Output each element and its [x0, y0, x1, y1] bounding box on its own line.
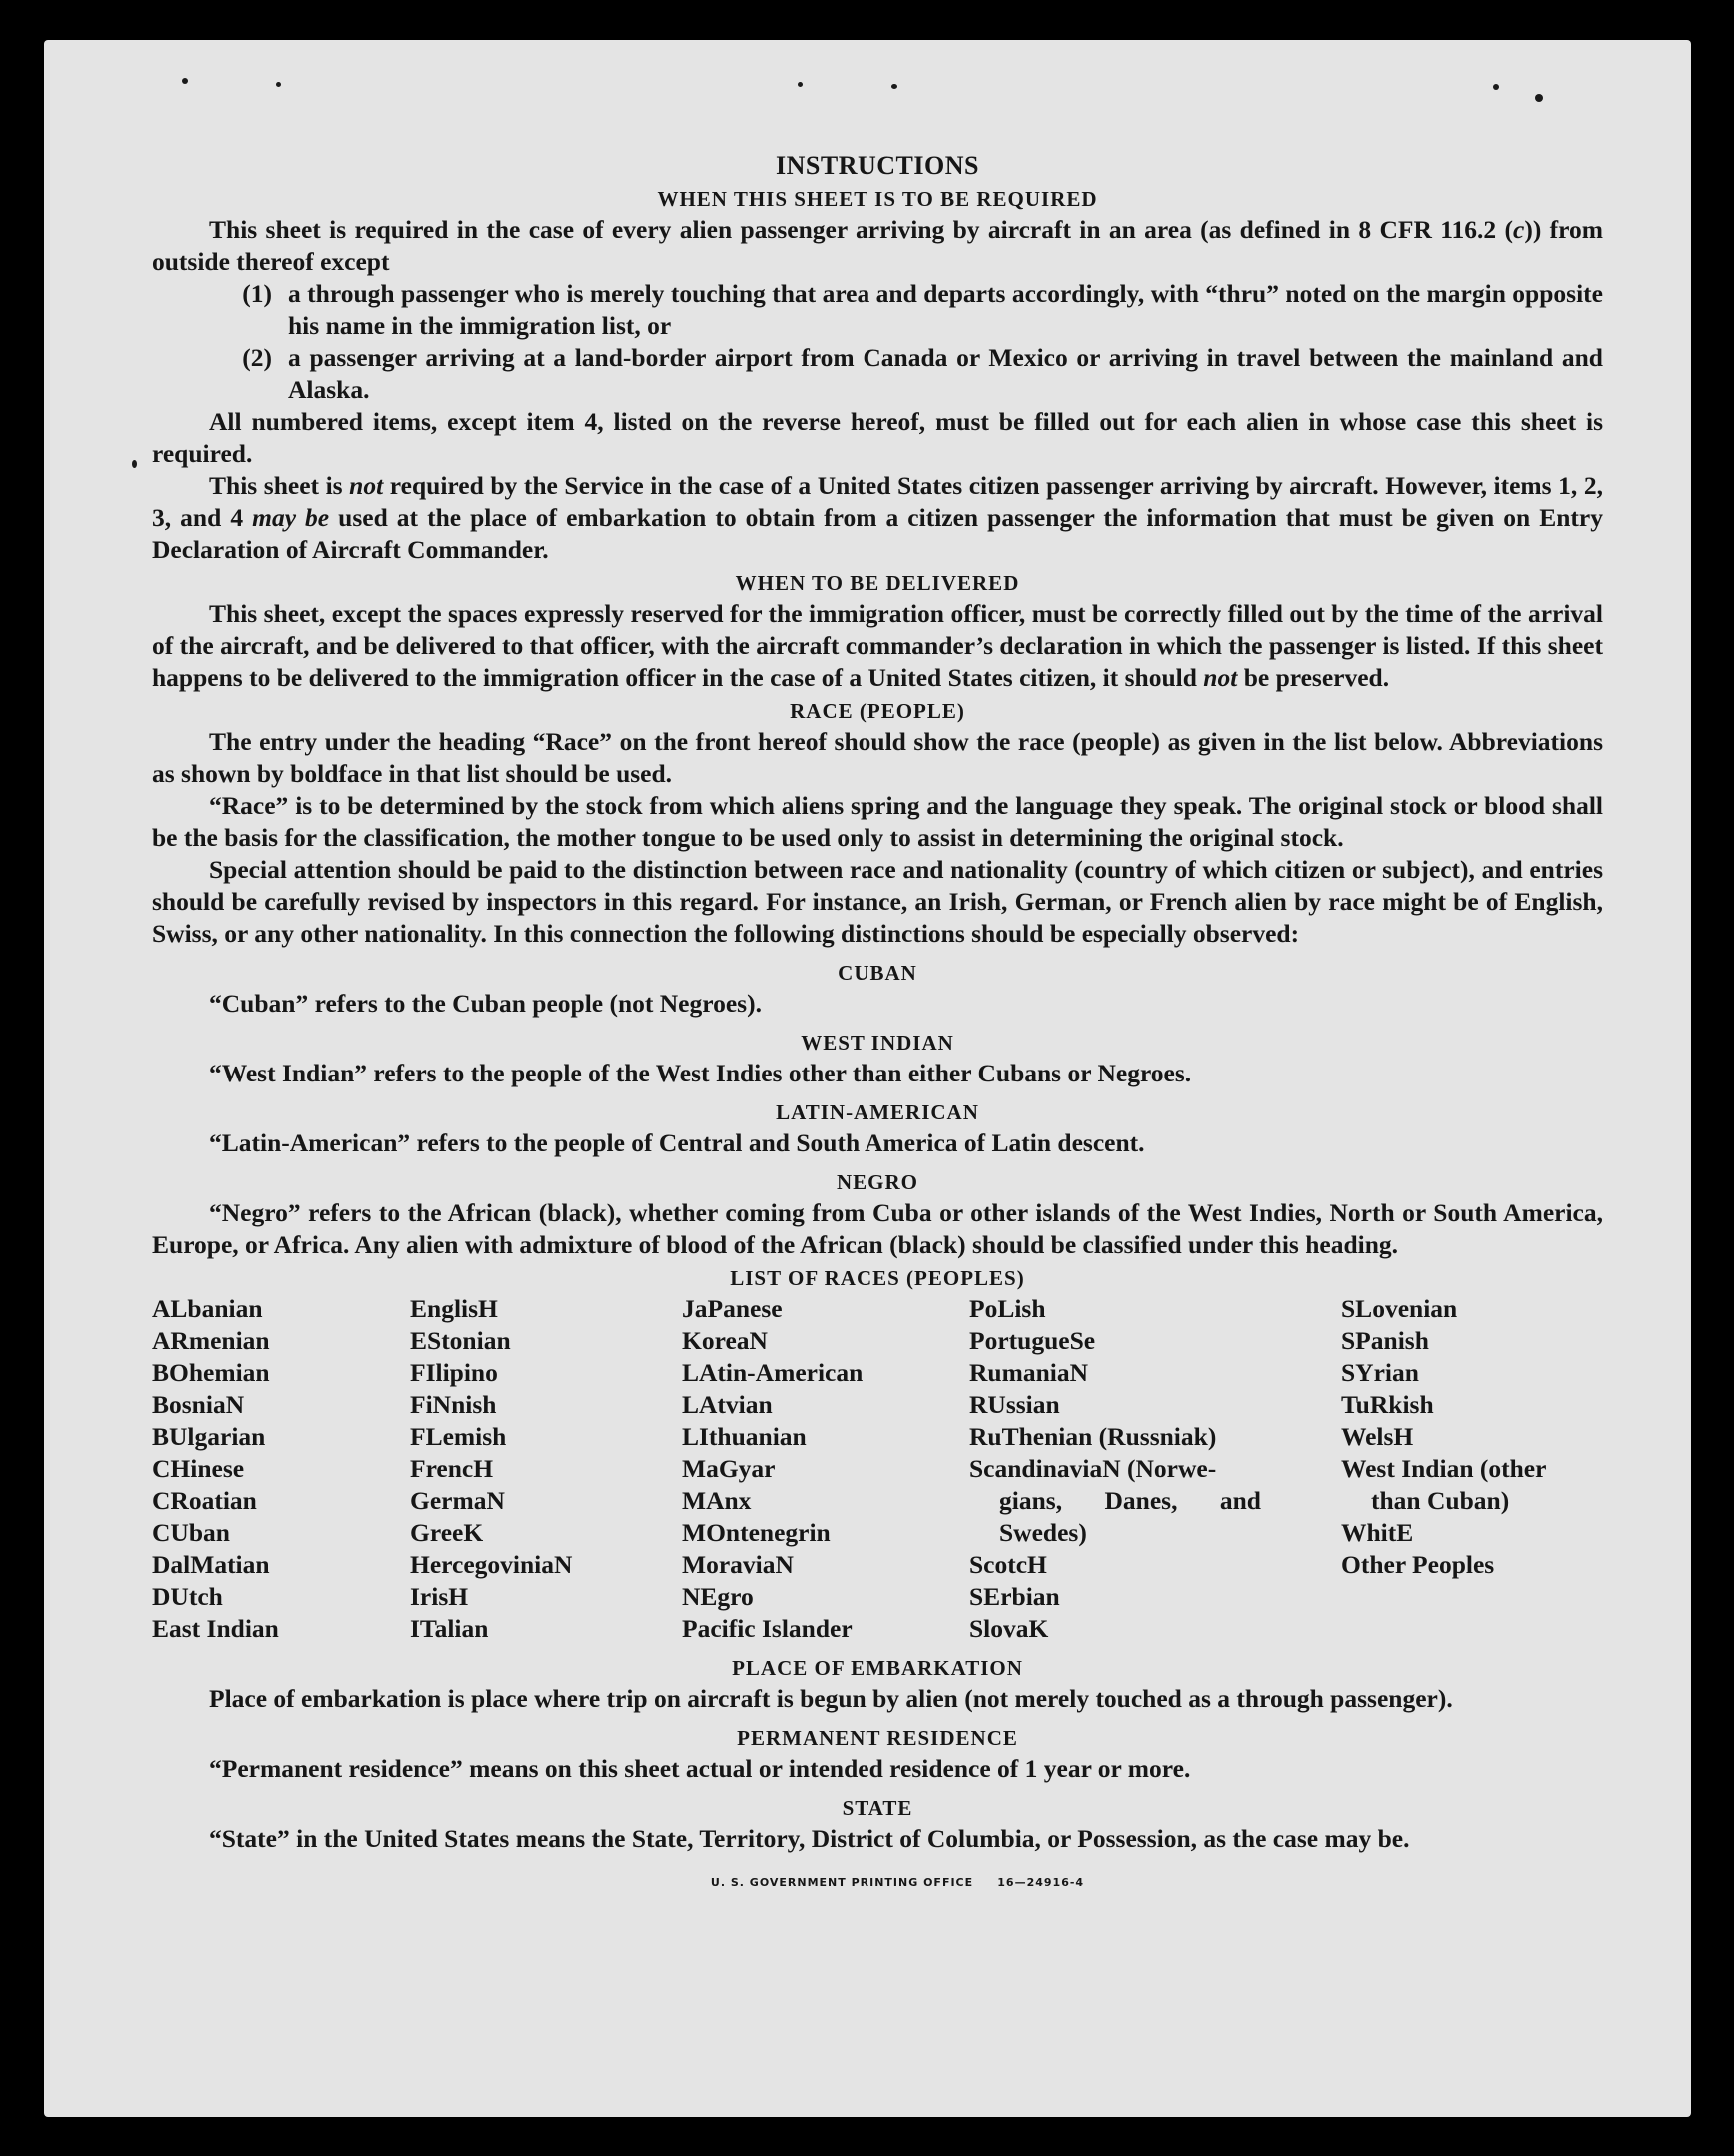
- race-item: LAtin-American: [682, 1358, 864, 1387]
- race-item: LIthuanian: [682, 1422, 807, 1451]
- exception-item-2: (2) a passenger arriving at a land-border airport from Canada or Mexico or arriving in travel between the mainland and Alaska.: [242, 343, 1603, 404]
- state-definition: “State” in the United States means the State, Territory, District of Columbia, or Possession, as the case may be.: [209, 1824, 1410, 1853]
- race-item: FLemish: [410, 1422, 507, 1451]
- race-item: BosniaN: [152, 1390, 245, 1419]
- race-item: KoreaN: [682, 1326, 768, 1355]
- required-intro: This sheet is required in the case of every alien passenger arriving by aircraft in an area (as defined in 8 CFR 116.2 (c)) from outside thereof except: [152, 215, 1603, 276]
- ink-speck: [798, 82, 803, 87]
- race-item: MAnx: [682, 1486, 752, 1515]
- race-item: SYrian: [1341, 1358, 1419, 1387]
- race-item: West Indian (other: [1341, 1454, 1547, 1483]
- west-indian-definition: “West Indian” refers to the people of the West Indies other than either Cubans or Negroes.: [209, 1059, 1192, 1087]
- race-item: BOhemian: [152, 1358, 270, 1387]
- race-item: FIlipino: [410, 1358, 498, 1387]
- race-item: GreeK: [410, 1518, 484, 1547]
- race-item-continuation: than Cuban): [1371, 1486, 1510, 1515]
- race-item: LAtvian: [682, 1390, 773, 1419]
- race-column-3: [682, 1293, 969, 1645]
- race-item: ALbanian: [152, 1294, 263, 1323]
- negro-definition: “Negro” refers to the African (black), whether coming from Cuba or other islands of the West Indies, North or South America, Europe, or Africa. Any alien with admixture of blood of the African (black) should be classified under this heading.: [152, 1198, 1603, 1259]
- ink-speck: [182, 78, 188, 84]
- heading-west-indian: WEST INDIAN: [801, 1031, 954, 1055]
- race-item: SPanish: [1341, 1326, 1429, 1355]
- race-item: ScandinaviaN (Norwe-: [969, 1454, 1217, 1483]
- instructions-content: [152, 140, 1603, 1899]
- ink-speck: [891, 84, 897, 89]
- ink-speck: [1493, 84, 1499, 90]
- race-item: East Indian: [152, 1614, 279, 1643]
- embarkation-definition: Place of embarkation is place where trip on aircraft is begun by alien (not merely touched as a through passenger).: [209, 1684, 1453, 1713]
- race-item: FiNnish: [410, 1390, 497, 1419]
- race-item: RuThenian (Russniak): [969, 1422, 1217, 1451]
- race-item: Pacific Islander: [682, 1614, 853, 1643]
- race-item: CRoatian: [152, 1486, 257, 1515]
- race-item: MOntenegrin: [682, 1518, 831, 1547]
- race-item: ScotcH: [969, 1550, 1047, 1579]
- citizen-text: This sheet is not required by the Service in the case of a United States citizen passenger arriving by aircraft. However, items 1, 2, 3, and 4 may be used at the place of embarkation to obtain from a citizen passenger the information that must be given on Entry Declaration of Aircraft Commander.: [152, 471, 1603, 564]
- race-item: NEgro: [682, 1582, 754, 1611]
- race-column-2: [410, 1293, 682, 1645]
- heading-race: RACE (PEOPLE): [790, 699, 965, 723]
- heading-state: STATE: [842, 1796, 913, 1820]
- race-item: BUlgarian: [152, 1422, 266, 1451]
- race-item-continuation: Swedes): [999, 1518, 1087, 1547]
- race-item-continuation: gians, Danes, and: [999, 1486, 1261, 1515]
- numbered-items-text: All numbered items, except item 4, listed on the reverse hereof, must be filled out for each alien in whose case this sheet is required.: [152, 407, 1603, 468]
- race-item: WelsH: [1341, 1422, 1414, 1451]
- race-column-4: [969, 1293, 1341, 1645]
- race-item: ARmenian: [152, 1326, 270, 1355]
- race-item: CHinese: [152, 1454, 245, 1483]
- page-title: INSTRUCTIONS: [776, 151, 979, 180]
- heading-latin-american: LATIN-AMERICAN: [776, 1100, 979, 1124]
- race-item: SLovenian: [1341, 1294, 1458, 1323]
- ink-speck: [132, 460, 137, 468]
- cuban-definition: “Cuban” refers to the Cuban people (not Negroes).: [209, 989, 762, 1018]
- ink-speck: [1535, 94, 1543, 102]
- race-item: GermaN: [410, 1486, 505, 1515]
- ink-speck: [276, 82, 281, 87]
- race-item: SErbian: [969, 1582, 1060, 1611]
- race-item: WhitE: [1341, 1518, 1414, 1547]
- delivered-text: This sheet, except the spaces expressly reserved for the immigration officer, must be correctly filled out by the time of the arrival of the aircraft, and be delivered to that officer, with the aircraft commander’s declaration in which the passenger is listed. If this sheet happens to be delivered to the immigration officer in the case of a United States citizen, it should not be preserved.: [152, 599, 1603, 692]
- race-item: Other Peoples: [1341, 1550, 1495, 1579]
- race-paragraph-1: The entry under the heading “Race” on the front hereof should show the race (people) as given in the list below. Abbreviations as shown by boldface in that list should be used.: [152, 727, 1603, 788]
- exception-item-1: (1) a through passenger who is merely touching that area and departs accordingly, with “thru” noted on the margin opposite his name in the immigration list, or: [242, 279, 1603, 340]
- heading-negro: NEGRO: [836, 1170, 918, 1194]
- race-item: JaPanese: [682, 1294, 783, 1323]
- race-item: RumaniaN: [969, 1358, 1089, 1387]
- latin-american-definition: “Latin-American” refers to the people of Central and South America of Latin descent.: [209, 1128, 1145, 1157]
- race-item: CUban: [152, 1518, 230, 1547]
- race-column-1: [152, 1293, 410, 1645]
- heading-cuban: CUBAN: [838, 961, 917, 985]
- race-item: DalMatian: [152, 1550, 270, 1579]
- race-item: PortugueSe: [969, 1326, 1096, 1355]
- race-item: MaGyar: [682, 1454, 776, 1483]
- race-paragraph-3: Special attention should be paid to the distinction between race and nationality (country of which citizen or subject), and entries should be carefully revised by inspectors in this regard. For instance, an Irish, German, or French alien by race might be of English, Swiss, or any other nationality. In this connection the following distinctions should be especially observed:: [152, 855, 1603, 948]
- race-list: [152, 1293, 1603, 1645]
- race-item: ITalian: [410, 1614, 489, 1643]
- heading-when-delivered: WHEN TO BE DELIVERED: [735, 571, 1020, 595]
- heading-when-required: WHEN THIS SHEET IS TO BE REQUIRED: [657, 187, 1098, 211]
- race-item: MoraviaN: [682, 1550, 794, 1579]
- race-item: DUtch: [152, 1582, 223, 1611]
- printer-imprint: U. S. GOVERNMENT PRINTING OFFICE 16—24916-4: [710, 1876, 1085, 1889]
- race-item: TuRkish: [1341, 1390, 1434, 1419]
- race-item: IrisH: [410, 1582, 469, 1611]
- residence-definition: “Permanent residence” means on this sheet actual or intended residence of 1 year or more.: [209, 1754, 1191, 1783]
- race-column-5: [1341, 1293, 1603, 1645]
- heading-permanent-residence: PERMANENT RESIDENCE: [737, 1726, 1018, 1750]
- race-item: PoLish: [969, 1294, 1046, 1323]
- race-paragraph-2: “Race” is to be determined by the stock from which aliens spring and the language they speak. The original stock or blood shall be the basis for the classification, the mother tongue to be used only to assist in determining the original stock.: [152, 791, 1603, 852]
- race-item: RUssian: [969, 1390, 1060, 1419]
- heading-place-of-embarkation: PLACE OF EMBARKATION: [732, 1656, 1023, 1680]
- race-item: EStonian: [410, 1326, 511, 1355]
- race-item: SlovaK: [969, 1614, 1049, 1643]
- race-item: FrencH: [410, 1454, 494, 1483]
- heading-list-of-races: LIST OF RACES (PEOPLES): [730, 1266, 1025, 1290]
- race-item: EnglisH: [410, 1294, 498, 1323]
- race-item: HercegoviniaN: [410, 1550, 573, 1579]
